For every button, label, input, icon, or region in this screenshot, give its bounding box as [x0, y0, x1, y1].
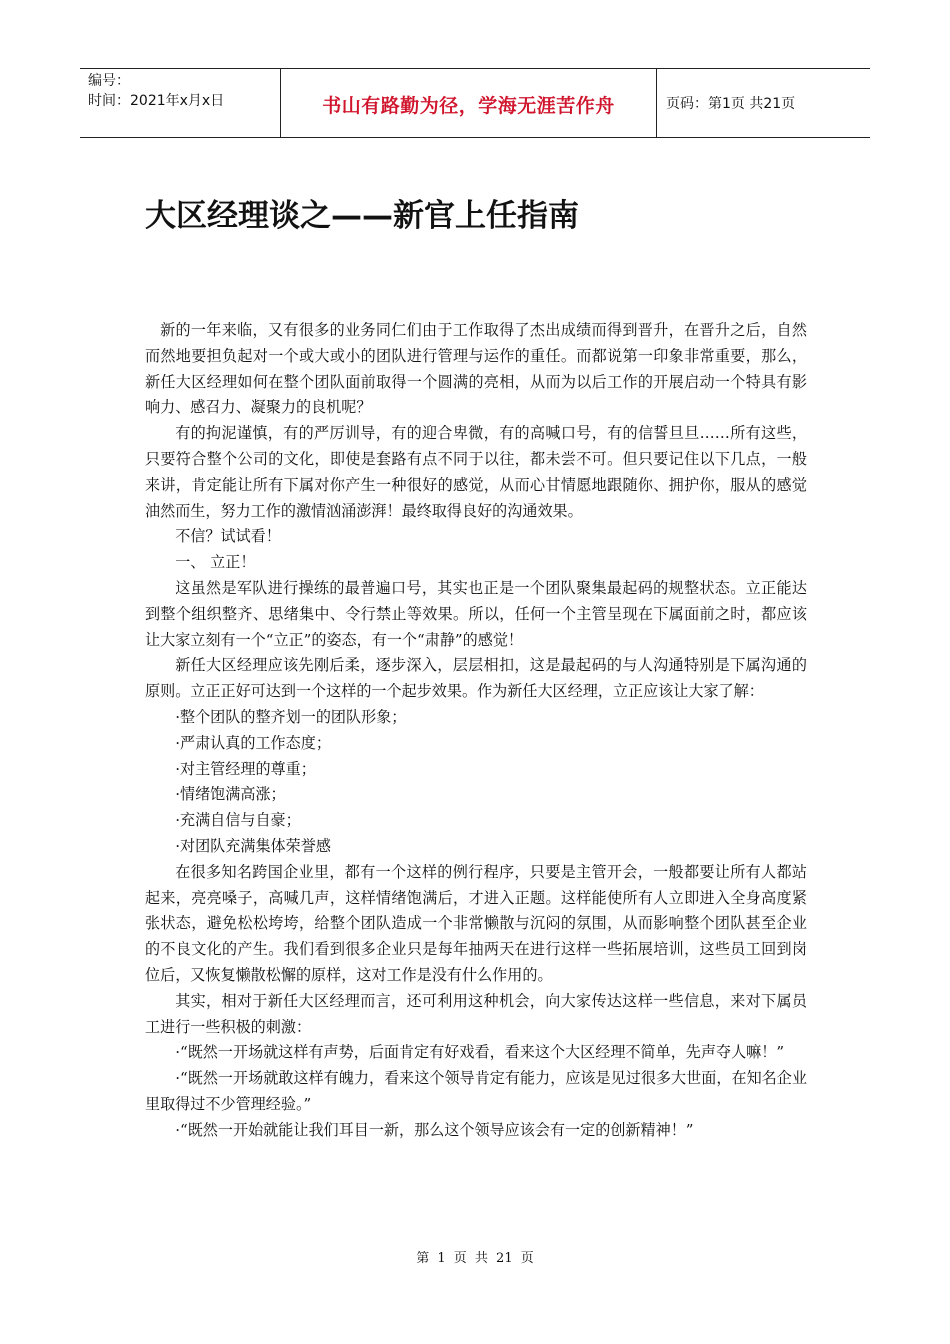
paragraph: 新任大区经理应该先刚后柔，逐步深入，层层相扣，这是最起码的与人沟通特别是下属沟通的原则。立正正好可达到一个这样的一个起步效果。作为新任大区经理，立正应该让大家了解： [145, 656, 807, 701]
quote-item: ·“既然一开场就这样有声势，后面肯定有好戏看，看来这个大区经理不简单，先声夺人嘛！” [175, 1043, 785, 1062]
paragraph: 这虽然是军队进行操练的最普遍口号，其实也正是一个团队聚集最起码的规整状态。立正能达到整个组织整齐、思绪集中、令行禁止等效果。所以，任何一个主管呈现在下属面前之时，都应该让大家立刻有一个“立正”的姿态，有一个“肃静”的感觉！ [145, 578, 807, 649]
document-body [145, 318, 807, 1144]
bullet-item: ·对团队充满集体荣誉感 [175, 836, 331, 855]
page-footer: 第 1 页 共 21 页 [416, 1251, 534, 1266]
section-heading: 一、 立正！ [175, 553, 256, 572]
document-date: 时间：2021年x月x日 [88, 93, 225, 109]
bullet-item: ·严肃认真的工作态度； [175, 733, 331, 752]
paragraph: 新的一年来临，又有很多的业务同仁们由于工作取得了杰出成绩而得到晋升，在晋升之后，自然而然地要担负起对一个或大或小的团队进行管理与运作的重任。而都说第一印象非常重要，那么，新任大区经理如何在整个团队面前取得一个圆满的亮相，从而为以后工作的开展启动一个特具有影响力、感召力、凝聚力的良机呢？ [145, 321, 807, 417]
paragraph: 在很多知名跨国企业里，都有一个这样的例行程序，只要是主管开会，一般都要让所有人都站起来，亮亮嗓子，高喊几声，这样情绪饱满后，才进入正题。这样能使所有人立即进入全身高度紧张状态，避免松松垮垮，给整个团队造成一个非常懒散与沉闷的氛围，从而影响整个团队甚至企业的不良文化的产生。我们看到很多企业只是每年抽两天在进行这样一些拓展培训，这些员工回到岗位后，又恢复懒散松懈的原样，这对工作是没有什么作用的。 [145, 862, 807, 984]
bullet-item: ·情绪饱满高涨； [175, 785, 286, 804]
bullet-item: ·整个团队的整齐划一的团队形象； [175, 707, 407, 726]
paragraph: 其实，相对于新任大区经理而言，还可利用这种机会，向大家传达这样一些信息，来对下属员工进行一些积极的刺激： [145, 991, 807, 1036]
paragraph: 不信？试试看！ [175, 527, 281, 546]
page-header [80, 68, 870, 138]
quote-item: ·“既然一开始就能让我们耳目一新，那么这个领导应该会有一定的创新精神！” [175, 1120, 694, 1139]
header-divider [656, 69, 657, 137]
header-motto: 书山有路勤为径，学海无涯苦作舟 [322, 95, 615, 117]
paragraph: 有的拘泥谨慎，有的严厉训导，有的迎合卑微，有的高喊口号，有的信誓旦旦……所有这些，只要符合整个公司的文化，即使是套路有点不同于以往，都未尝不可。但只要记住以下几点，一般来讲，肯定能让所有下属对你产生一种很好的感觉，从而心甘情愿地跟随你、拥护你，服从的感觉油然而生，努力工作的激情汹涌澎湃！最终取得良好的沟通效果。 [145, 424, 807, 520]
document-number-label: 编号： [88, 73, 130, 89]
header-page-info: 页码：第1页 共21页 [666, 96, 796, 112]
document-title: 大区经理谈之——新官上任指南 [145, 198, 579, 234]
bullet-item: ·对主管经理的尊重； [175, 759, 316, 778]
header-meta [88, 71, 278, 111]
quote-item: ·“既然一开场就敢这样有魄力，看来这个领导肯定有能力，应该是见过很多大世面，在知名企业里取得过不少管理经验。” [145, 1069, 807, 1113]
bullet-item: ·充满自信与自豪； [175, 811, 301, 830]
